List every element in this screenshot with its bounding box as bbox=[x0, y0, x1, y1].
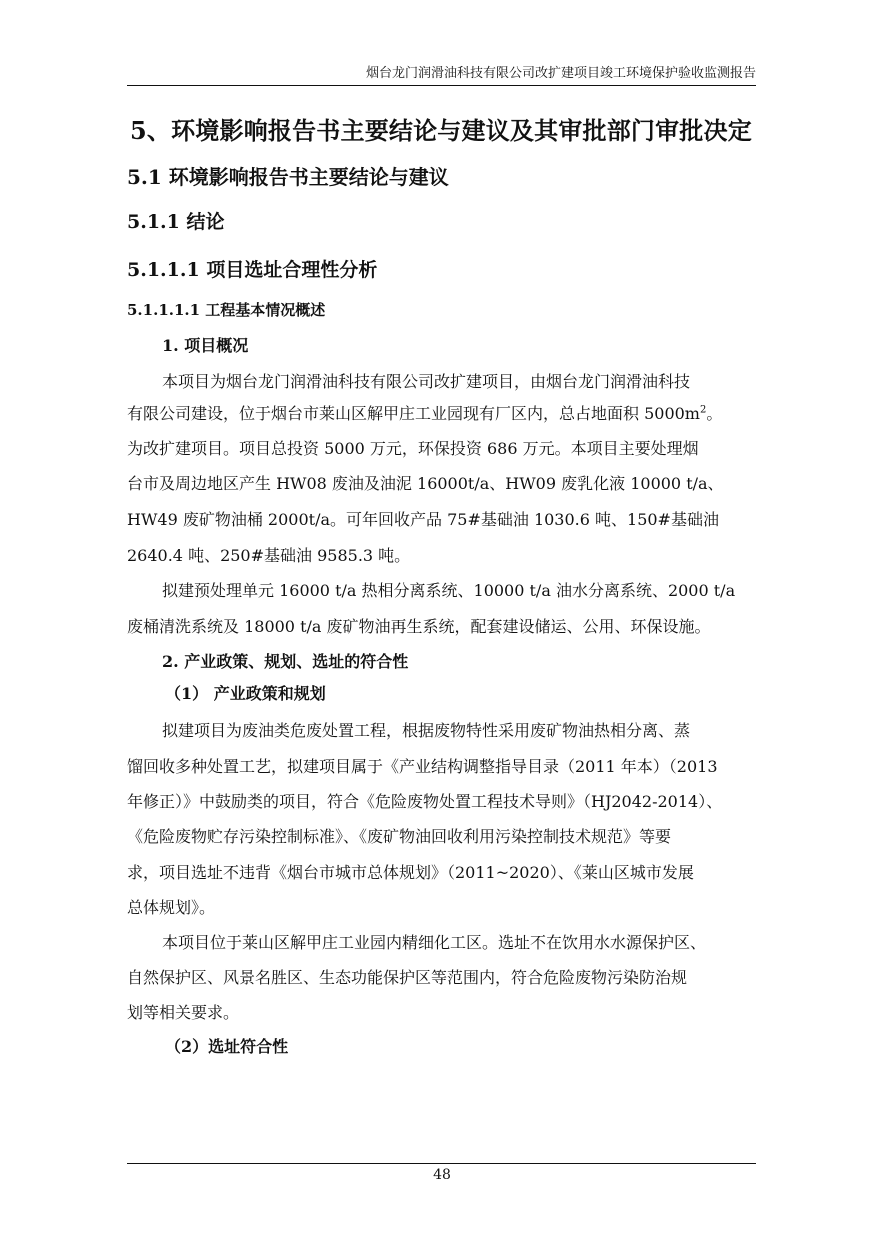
subsubsection-heading: 5.1.1.1 项目选址合理性分析 bbox=[127, 259, 378, 281]
paragraph-line: 总体规划》。 bbox=[127, 898, 216, 917]
paragraph-line: 求，项目选址不违背《烟台市城市总体规划》（2011~2020）、《莱山区城市发展 bbox=[127, 863, 694, 882]
area-text: 有限公司建设，位于烟台市莱山区解甲庄工业园现有厂区内，总占地面积 5000m bbox=[127, 404, 700, 423]
paragraph-line: 划等相关要求。 bbox=[127, 1003, 240, 1022]
paragraph-line: 馏回收多种处置工艺，拟建项目属于《产业结构调整指导目录（2011 年本）（2013 bbox=[127, 757, 718, 776]
section-heading: 5.1 环境影响报告书主要结论与建议 bbox=[127, 165, 449, 189]
item-heading-site-compliance: （2）选址符合性 bbox=[165, 1037, 289, 1056]
header-divider bbox=[127, 85, 756, 86]
chapter-heading: 5、环境影响报告书主要结论与建议及其审批部门审批决定 bbox=[130, 116, 752, 145]
paragraph-line: 废桶清洗系统及 18000 t/a 废矿物油再生系统，配套建设储运、公用、环保设施。 bbox=[127, 617, 711, 636]
paragraph-line: 为改扩建项目。项目总投资 5000 万元，环保投资 686 万元。本项目主要处理烟 bbox=[127, 439, 699, 458]
item-heading-policy-compliance: 2. 产业政策、规划、选址的符合性 bbox=[162, 652, 409, 671]
paragraph-line: 台市及周边地区产生 HW08 废油及油泥 16000t/a、HW09 废乳化液 10000 t/a、 bbox=[127, 474, 724, 493]
area-punctuation: 。 bbox=[706, 404, 723, 423]
paragraph-line: 拟建项目为废油类危废处置工程，根据废物特性采用废矿物油热相分离、蒸 bbox=[162, 721, 691, 740]
paragraph-line: 本项目位于莱山区解甲庄工业园内精细化工区。选址不在饮用水水源保护区、 bbox=[162, 933, 707, 952]
paragraph-line: 年修正）》中鼓励类的项目，符合《危险废物处置工程技术导则》（HJ2042-2014）、 bbox=[127, 792, 723, 811]
area-superscript: 2 bbox=[699, 404, 707, 416]
paragraph-line: HW49 废矿物油桶 2000t/a。可年回收产品 75#基础油 1030.6 吨、150#基础油 bbox=[127, 510, 719, 529]
paragraph-line: 自然保护区、风景名胜区、生态功能保护区等范围内，符合危险废物污染防治规 bbox=[127, 968, 688, 987]
footer-divider bbox=[127, 1163, 756, 1164]
item-heading-policy-planning: （1） 产业政策和规划 bbox=[165, 684, 326, 703]
paragraph-line: 《危险废物贮存污染控制标准》、《废矿物油回收利用污染控制技术规范》等要 bbox=[127, 827, 672, 846]
minor-heading: 5.1.1.1.1 工程基本情况概述 bbox=[127, 301, 326, 319]
paragraph-line: 拟建预处理单元 16000 t/a 热相分离系统、10000 t/a 油水分离系统、2000 t/a bbox=[162, 581, 736, 600]
paragraph-line: 本项目为烟台龙门润滑油科技有限公司改扩建项目，由烟台龙门润滑油科技 bbox=[162, 372, 691, 391]
paragraph-line: 2640.4 吨、250#基础油 9585.3 吨。 bbox=[127, 546, 411, 565]
item-heading-project-overview: 1. 项目概况 bbox=[162, 336, 249, 355]
running-header: 烟台龙门润滑油科技有限公司改扩建项目竣工环境保护验收监测报告 bbox=[365, 66, 756, 81]
subsection-heading: 5.1.1 结论 bbox=[127, 211, 225, 233]
paragraph-line bbox=[127, 403, 759, 425]
page-number: 48 bbox=[433, 1167, 451, 1183]
